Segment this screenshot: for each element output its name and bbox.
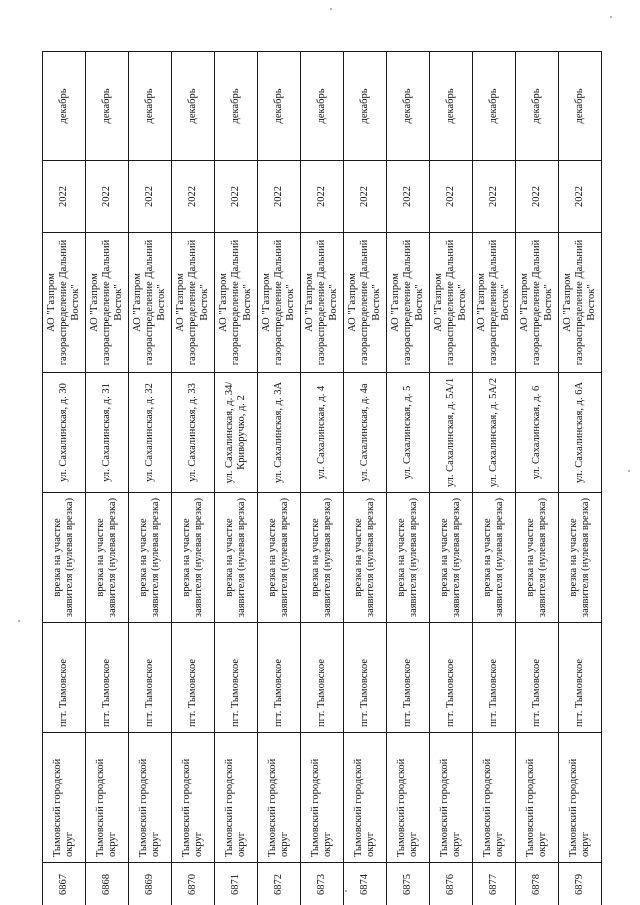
organization-cell: АО "Газпром газораспределение Дальний Восток" (344, 233, 387, 373)
work-type-cell: врезка на участке заявителя (нулевая врезка) (559, 493, 602, 623)
year-cell: 2022 (387, 161, 430, 233)
municipality-cell: Тымовский городской округ (129, 733, 172, 863)
work-type-cell: врезка на участке заявителя (нулевая врезка) (129, 493, 172, 623)
locality-cell: пгт. Тымовское (129, 623, 172, 733)
year-cell: 2022 (430, 161, 473, 233)
year-cell: 2022 (86, 161, 129, 233)
address-cell: ул. Сахалинская, д. 30 (43, 373, 86, 493)
work-type-cell: врезка на участке заявителя (нулевая врезка) (516, 493, 559, 623)
row-number-cell: 6873 (301, 863, 344, 905)
table-row (129, 52, 172, 905)
scan-speck (18, 620, 20, 622)
table-row (43, 52, 86, 905)
month-cell: декабрь (473, 52, 516, 161)
address-cell: ул. Сахалинская, д. 4 (301, 373, 344, 493)
year-cell: 2022 (473, 161, 516, 233)
year-cell: 2022 (516, 161, 559, 233)
table-row (301, 52, 344, 905)
locality-cell: пгт. Тымовское (215, 623, 258, 733)
address-cell: ул. Сахалинская, д. 3А (258, 373, 301, 493)
year-cell: 2022 (344, 161, 387, 233)
table-body (43, 52, 602, 905)
locality-cell: пгт. Тымовское (559, 623, 602, 733)
locality-cell: пгт. Тымовское (86, 623, 129, 733)
year-cell: 2022 (129, 161, 172, 233)
work-type-cell: врезка на участке заявителя (нулевая врезка) (43, 493, 86, 623)
organization-cell: АО "Газпром газораспределение Дальний Восток" (473, 233, 516, 373)
month-cell: декабрь (172, 52, 215, 161)
municipality-cell: Тымовский городской округ (344, 733, 387, 863)
organization-cell: АО "Газпром газораспределение Дальний Восток" (430, 233, 473, 373)
month-cell: декабрь (301, 52, 344, 161)
row-number-cell: 6877 (473, 863, 516, 905)
municipality-cell: Тымовский городской округ (387, 733, 430, 863)
row-number-cell: 6868 (86, 863, 129, 905)
municipality-cell: Тымовский городской округ (559, 733, 602, 863)
organization-cell: АО "Газпром газораспределение Дальний Восток" (129, 233, 172, 373)
address-cell: ул. Сахалинская, д. 6А (559, 373, 602, 493)
locality-cell: пгт. Тымовское (301, 623, 344, 733)
municipality-cell: Тымовский городской округ (473, 733, 516, 863)
month-cell: декабрь (430, 52, 473, 161)
row-number-cell: 6867 (43, 863, 86, 905)
address-cell: ул. Сахалинская, д. 34/Криворучко, д. 2 (215, 373, 258, 493)
organization-cell: АО "Газпром газораспределение Дальний Восток" (86, 233, 129, 373)
work-type-cell: врезка на участке заявителя (нулевая врезка) (473, 493, 516, 623)
scan-speck (628, 470, 630, 472)
row-number-cell: 6874 (344, 863, 387, 905)
address-cell: ул. Сахалинская, д. 32 (129, 373, 172, 493)
organization-cell: АО "Газпром газораспределение Дальний Восток" (258, 233, 301, 373)
year-cell: 2022 (43, 161, 86, 233)
month-cell: декабрь (387, 52, 430, 161)
address-cell: ул. Сахалинская, д. 5А/2 (473, 373, 516, 493)
work-type-cell: врезка на участке заявителя (нулевая врезка) (86, 493, 129, 623)
month-cell: декабрь (516, 52, 559, 161)
table-row (516, 52, 559, 905)
locality-cell: пгт. Тымовское (430, 623, 473, 733)
year-cell: 2022 (559, 161, 602, 233)
table-row (473, 52, 516, 905)
address-cell: ул. Сахалинская, д. 4а (344, 373, 387, 493)
address-cell: ул. Сахалинская, д. 33 (172, 373, 215, 493)
locality-cell: пгт. Тымовское (258, 623, 301, 733)
locality-cell: пгт. Тымовское (516, 623, 559, 733)
municipality-cell: Тымовский городской округ (430, 733, 473, 863)
month-cell: декабрь (344, 52, 387, 161)
municipality-cell: Тымовский городской округ (43, 733, 86, 863)
work-type-cell: врезка на участке заявителя (нулевая врезка) (387, 493, 430, 623)
municipality-cell: Тымовский городской округ (86, 733, 129, 863)
organization-cell: АО "Газпром газораспределение Дальний Восток" (387, 233, 430, 373)
row-number-cell: 6870 (172, 863, 215, 905)
locality-cell: пгт. Тымовское (344, 623, 387, 733)
scan-speck (610, 16, 612, 18)
month-cell: декабрь (43, 52, 86, 161)
table-row (430, 52, 473, 905)
organization-cell: АО "Газпром газораспределение Дальний Восток" (215, 233, 258, 373)
table-row (559, 52, 602, 905)
work-type-cell: врезка на участке заявителя (нулевая врезка) (258, 493, 301, 623)
work-type-cell: врезка на участке заявителя (нулевая врезка) (301, 493, 344, 623)
address-cell: ул. Сахалинская, д. 31 (86, 373, 129, 493)
month-cell: декабрь (559, 52, 602, 161)
table-row (387, 52, 430, 905)
rotated-table-container (42, 52, 597, 905)
year-cell: 2022 (258, 161, 301, 233)
row-number-cell: 6871 (215, 863, 258, 905)
row-number-cell: 6872 (258, 863, 301, 905)
table-row (258, 52, 301, 905)
organization-cell: АО "Газпром газораспределение Дальний Восток" (43, 233, 86, 373)
month-cell: декабрь (86, 52, 129, 161)
work-type-cell: врезка на участке заявителя (нулевая врезка) (172, 493, 215, 623)
organization-cell: АО "Газпром газораспределение Дальний Восток" (559, 233, 602, 373)
row-number-cell: 6879 (559, 863, 602, 905)
row-number-cell: 6876 (430, 863, 473, 905)
month-cell: декабрь (129, 52, 172, 161)
month-cell: декабрь (258, 52, 301, 161)
municipality-cell: Тымовский городской округ (516, 733, 559, 863)
work-type-cell: врезка на участке заявителя (нулевая врезка) (344, 493, 387, 623)
work-type-cell: врезка на участке заявителя (нулевая врезка) (430, 493, 473, 623)
organization-cell: АО "Газпром газораспределение Дальний Восток" (172, 233, 215, 373)
locality-cell: пгт. Тымовское (473, 623, 516, 733)
table-row (344, 52, 387, 905)
municipality-cell: Тымовский городской округ (172, 733, 215, 863)
gasification-table (42, 51, 602, 905)
row-number-cell: 6878 (516, 863, 559, 905)
table-row (86, 52, 129, 905)
month-cell: декабрь (215, 52, 258, 161)
address-cell: ул. Сахалинская, д. 5А/1 (430, 373, 473, 493)
row-number-cell: 6875 (387, 863, 430, 905)
table-row (215, 52, 258, 905)
work-type-cell: врезка на участке заявителя (нулевая врезка) (215, 493, 258, 623)
locality-cell: пгт. Тымовское (172, 623, 215, 733)
organization-cell: АО "Газпром газораспределение Дальний Восток" (516, 233, 559, 373)
municipality-cell: Тымовский городской округ (215, 733, 258, 863)
address-cell: ул. Сахалинская, д. 6 (516, 373, 559, 493)
row-number-cell: 6869 (129, 863, 172, 905)
table-row (172, 52, 215, 905)
organization-cell: АО "Газпром газораспределение Дальний Восток" (301, 233, 344, 373)
locality-cell: пгт. Тымовское (43, 623, 86, 733)
year-cell: 2022 (172, 161, 215, 233)
scan-speck (330, 8, 332, 10)
locality-cell: пгт. Тымовское (387, 623, 430, 733)
year-cell: 2022 (301, 161, 344, 233)
municipality-cell: Тымовский городской округ (258, 733, 301, 863)
year-cell: 2022 (215, 161, 258, 233)
address-cell: ул. Сахалинская, д. 5 (387, 373, 430, 493)
municipality-cell: Тымовский городской округ (301, 733, 344, 863)
